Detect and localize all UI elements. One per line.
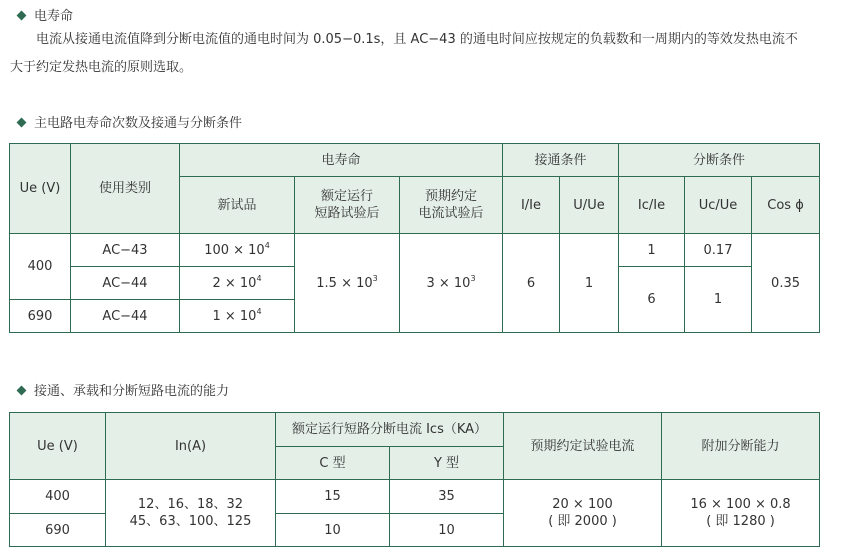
header-i-ie: I/Ie [503,177,560,234]
cell-y-400: 35 [390,480,504,514]
section-heading-short-circuit: 接通、承载和分断短路电流的能力 [18,380,229,399]
paragraph-line-1: 电流从接通电流值降到分断电流值的通电时间为 0.05−0.1s，且 AC−43 的通电时间应按规定的负载数和一周期内的等效发热电流不 [36,32,798,47]
main-circuit-table [9,143,820,333]
cell-ue-690: 690 [10,300,71,333]
header-ue: Ue (V) [10,413,106,480]
header-make-conditions: 接通条件 [503,144,619,177]
header-cos-phi: Cos ϕ [752,177,820,234]
short-circuit-table [9,412,820,547]
header-ue: Ue (V) [10,144,71,234]
cell-conventional-test-current: 20 × 100 ( 即 2000 ) [504,480,662,547]
cell-after-short-circuit: $1.5 \times 10^3$ [295,234,400,333]
cell-uc-ue-r2: 1 [685,267,752,333]
header-new-sample: 新试品 [180,177,295,234]
cell-new-r1: $100 \times 10^4$ [180,234,295,267]
header-conventional-test-current: 预期约定试验电流 [504,413,662,480]
header-u-ue: U/Ue [560,177,619,234]
cell-ue-400: 400 [10,234,71,300]
header-after-conventional-current: 预期约定 电流试验后 [400,177,503,234]
header-uc-ue: Uc/Ue [685,177,752,234]
header-electrical-life: 电寿命 [180,144,503,177]
cell-ue-690: 690 [10,514,106,547]
header-category: 使用类别 [71,144,180,234]
header-in: In(A) [106,413,276,480]
header-ic-ie: Ic/Ie [619,177,685,234]
section-heading-electrical-life: 电寿命 [18,5,73,24]
diamond-bullet-icon [17,386,27,396]
header-y-type: Y 型 [390,447,504,480]
header-c-type: C 型 [276,447,390,480]
cell-uc-ue-r1: 0.17 [685,234,752,267]
cell-new-r2: $2 \times 10^4$ [180,267,295,300]
cell-i-ie: 6 [503,234,560,333]
cell-category-r3: AC−44 [71,300,180,333]
cell-ic-ie-r2: 6 [619,267,685,333]
cell-in-values: 12、16、18、32 45、63、100、125 [106,480,276,547]
cell-after-conventional: $3 \times 10^3$ [400,234,503,333]
diamond-bullet-icon [17,118,27,128]
section-heading-main-circuit: 主电路电寿命次数及接通与分断条件 [18,112,242,131]
cell-cos-phi: 0.35 [752,234,820,333]
paragraph-line-2: 大于约定发热电流的原则选取。 [10,60,193,75]
cell-new-r3: $1 \times 10^4$ [180,300,295,333]
cell-c-690: 10 [276,514,390,547]
diamond-bullet-icon [17,11,27,21]
cell-ue-400: 400 [10,480,106,514]
cell-category-r1: AC−43 [71,234,180,267]
cell-y-690: 10 [390,514,504,547]
cell-c-400: 15 [276,480,390,514]
header-after-short-circuit: 额定运行 短路试验后 [295,177,400,234]
cell-u-ue: 1 [560,234,619,333]
header-break-conditions: 分断条件 [619,144,820,177]
header-ics: 额定运行短路分断电流 Ics（KA） [276,413,504,447]
cell-category-r2: AC−44 [71,267,180,300]
cell-additional-breaking: 16 × 100 × 0.8 ( 即 1280 ) [662,480,820,547]
cell-ic-ie-r1: 1 [619,234,685,267]
header-additional-breaking: 附加分断能力 [662,413,820,480]
electrical-life-paragraph [10,26,830,82]
